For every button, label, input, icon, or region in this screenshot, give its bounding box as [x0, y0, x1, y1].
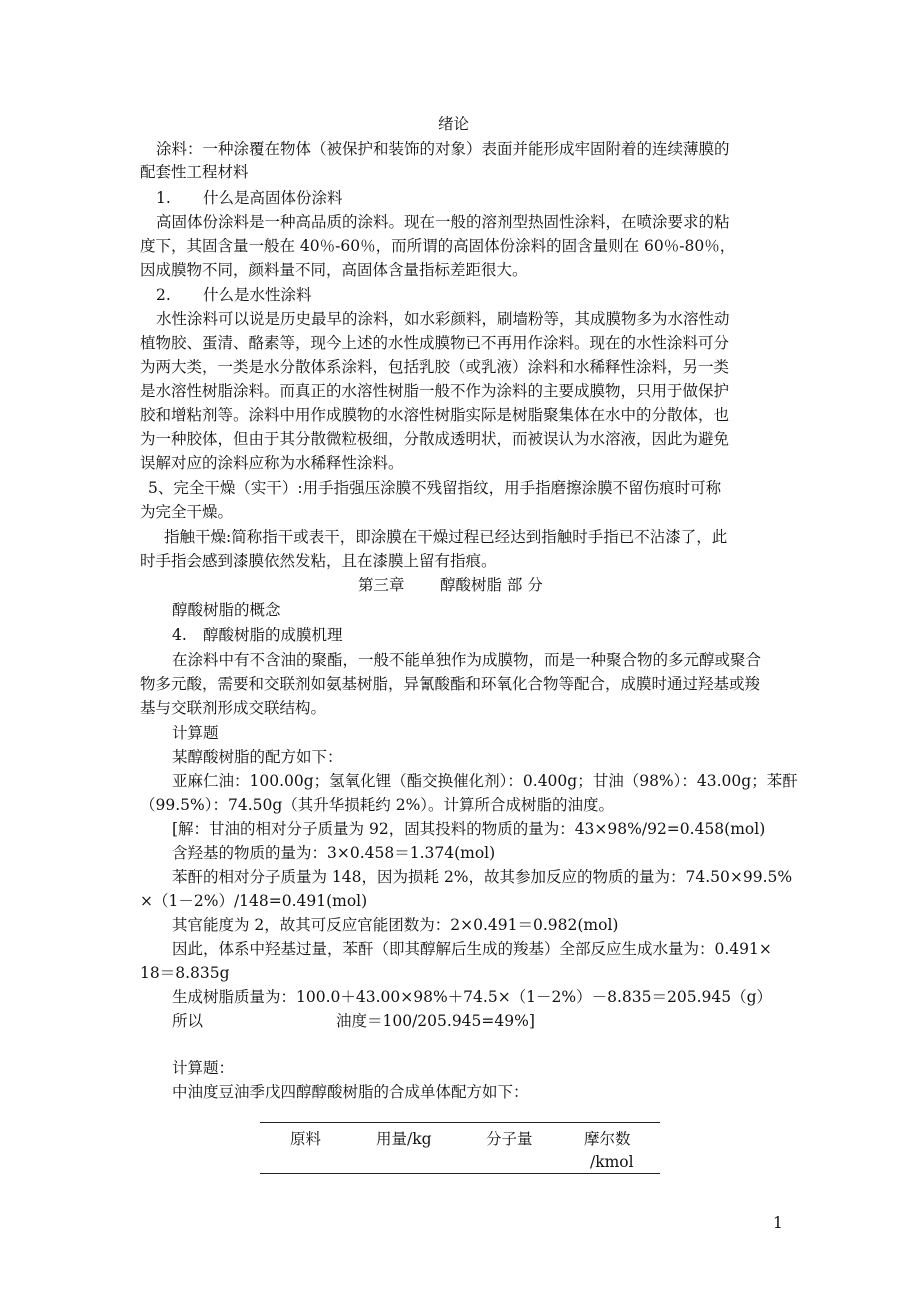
q4-number: 4.	[172, 626, 187, 644]
calc1-result: 油度＝100/205.945=49%]	[336, 1012, 535, 1030]
calc1-line: 含羟基的物质的量为：3×0.458＝1.374(mol)	[172, 844, 496, 862]
calc1-line: 其官能度为 2，故其可反应官能团数为：2×0.491＝0.982(mol)	[172, 916, 619, 934]
q2-line: 是水溶性树脂涂料。而真正的水溶性树脂一般不作为涂料的主要成膜物，只用于做保护	[140, 382, 730, 400]
q4-line: 在涂料中有不含油的聚酯，一般不能单独作为成膜物，而是一种聚合物的多元醇或聚合	[172, 651, 762, 669]
q2-heading: 什么是水性涂料	[203, 286, 312, 304]
q1-number: 1.	[156, 189, 171, 207]
table-top-rule	[260, 1122, 660, 1123]
definition-line-2: 配套性工程材料	[140, 163, 249, 181]
calc1-result-prefix: 所以	[172, 1012, 204, 1030]
q2-line: 误解对应的涂料应称为水稀释性涂料。	[140, 454, 404, 472]
q2-line: 植物胶、蛋清、酪素等，现今上述的水性成膜物已不再用作涂料。现在的水性涂料可分	[140, 334, 730, 352]
calc1-line: 因此，体系中羟基过量，苯酐（即其醇解后生成的羧基）全部反应生成水量为：0.491×	[172, 940, 772, 958]
touch-dry-line: 指触干燥:简称指干或表干，即涂膜在干燥过程已经达到指触时手指已不沾漆了，此	[164, 528, 728, 546]
q1-line: 度下，其固含量一般在 40％-60％，而所谓的高固体份涂料的固含量则在 60％-80％，	[140, 237, 736, 255]
calc1-line: ×（1－2%）/148=0.491(mol)	[140, 892, 368, 910]
calc1-line: 亚麻仁油：100.00g；氢氧化锂（酯交换催化剂）：0.400g；甘油（98%）：43.00g；苯酐	[172, 772, 798, 790]
calc1-line: 苯酐的相对分子质量为 148，因为损耗 2%，故其参加反应的物质的量为：74.50×99.5%	[172, 868, 793, 886]
chapter-label: 第三章	[358, 576, 405, 594]
q2-number: 2.	[156, 286, 171, 304]
q2-line: 为两大类，一类是水分散体系涂料，包括乳胶（或乳液）涂料和水稀释性涂料，另一类	[140, 358, 730, 376]
q1-line: 因成膜物不同，颜料量不同，高固体含量指标差距很大。	[140, 261, 528, 279]
table-header-material: 原料	[290, 1130, 322, 1148]
calc1-line: 某醇酸树脂的配方如下：	[172, 748, 343, 766]
q1-heading: 什么是高固体份涂料	[203, 189, 343, 207]
calc1-line: 生成树脂质量为：100.0＋43.00×98%＋74.5×（1－2%）－8.835＝205.945（g）	[172, 988, 773, 1006]
q4-line: 基与交联剂形成交联结构。	[140, 699, 327, 717]
calc1-line: （99.5%）：74.50g（其升华损耗约 2%）。计算所合成树脂的油度。	[140, 796, 615, 814]
calc1-line: [解：甘油的相对分子质量为 92，固其投料的物质的量为：43×98%/92=0.458(mol)	[172, 820, 766, 838]
table-header-moles-unit: /kmol	[590, 1153, 634, 1171]
calc1-heading: 计算题	[172, 724, 219, 742]
table-header-amount: 用量/kg	[376, 1130, 432, 1148]
q2-line: 水性涂料可以说是历史最早的涂料，如水彩颜料，刷墙粉等，其成膜物多为水溶性动	[156, 310, 730, 328]
touch-dry-line: 时手指会感到漆膜依然发粘，且在漆膜上留有指痕。	[140, 552, 497, 570]
page-title: 绪论	[438, 115, 470, 133]
q4-line: 物多元酸，需要和交联剂如氨基树脂，异氰酸酯和环氧化合物等配合，成膜时通过羟基或羧	[140, 675, 761, 693]
table-header-rule	[260, 1173, 660, 1174]
table-header-moles: 摩尔数	[584, 1130, 631, 1148]
concept-heading: 醇酸树脂的概念	[172, 601, 281, 619]
page-number: 1	[773, 1214, 783, 1232]
calc2-heading: 计算题：	[172, 1059, 235, 1077]
q2-line: 胶和增粘剂等。涂料中用作成膜物的水溶性树脂实际是树脂聚集体在水中的分散体，也	[140, 406, 730, 424]
q1-line: 高固体份涂料是一种高品质的涂料。现在一般的溶剂型热固性涂料，在喷涂要求的粘	[156, 213, 730, 231]
q5-line: 为完全干燥。	[140, 503, 234, 521]
definition-line-1: 涂料：一种涂覆在物体（被保护和装饰的对象）表面并能形成牢固附着的连续薄膜的	[156, 140, 730, 158]
q5-line: 5、完全干燥（实干）:用手指强压涂膜不残留指纹，用手指磨擦涂膜不留伤痕时可称	[148, 479, 722, 497]
calc2-intro: 中油度豆油季戊四醇醇酸树脂的合成单体配方如下：	[172, 1083, 529, 1101]
calc1-line: 18＝8.835g	[140, 964, 230, 982]
chapter-title: 醇酸树脂 部 分	[440, 576, 543, 594]
q2-line: 为一种胶体，但由于其分散微粒极细，分散成透明状，而被误认为水溶液，因此为避免	[140, 430, 730, 448]
q4-heading: 醇酸树脂的成膜机理	[203, 626, 343, 644]
table-header-molecular-weight: 分子量	[486, 1130, 533, 1148]
